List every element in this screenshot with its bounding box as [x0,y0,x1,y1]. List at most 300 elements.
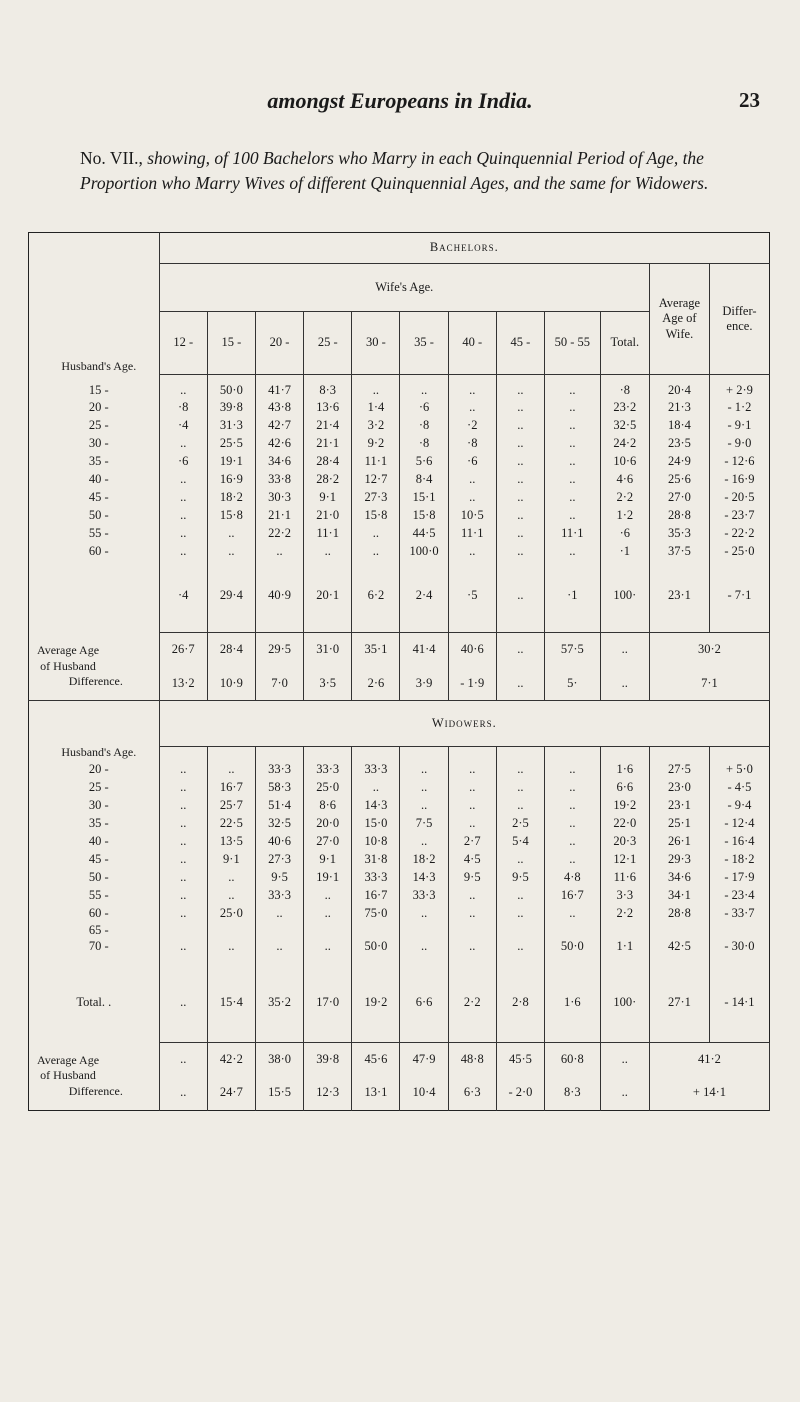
data-cell: .. [448,489,496,507]
data-cell: - 4·5 [727,779,752,794]
avg-age-cell: 57·5 [545,633,601,667]
spacer-cell [545,1020,601,1042]
table-row [29,956,770,986]
data-cell: 42·6 [255,435,303,453]
data-cell: .. [448,761,496,779]
data-cell: .. [496,375,544,399]
total-cell: ·5 [448,581,496,611]
table-caption [80,146,748,196]
data-cell: - 1·2 [727,399,752,414]
data-cell: ·2 [448,417,496,435]
data-cell: .. [159,905,207,923]
total-cell: 17·0 [304,986,352,1020]
data-cell: 18·2 [400,851,448,869]
data-cell: - 12·6 [724,453,755,468]
difference-text: Difference. [68,1083,123,1098]
husband-age: 70 - [29,938,160,956]
data-cell: ·4 [159,417,207,435]
data-cell: ·6 [159,453,207,471]
data-cell: .. [400,779,448,797]
table-row [29,797,770,815]
data-cell: 13·6 [304,399,352,417]
table-row [29,471,770,489]
table-row [29,435,770,453]
spacer-cell [600,747,649,761]
data-cell: - 9·1 [727,417,752,432]
spacer-cell [545,956,601,986]
data-cell: - 30·0 [724,939,755,954]
data-cell: 33·3 [255,761,303,779]
difference-cell: 10·9 [207,667,255,701]
difference-cell: 8·3 [545,1076,601,1110]
avg-age-cell: 48·8 [448,1042,496,1076]
data-cell: ·6 [600,525,649,543]
table-row [29,779,770,797]
spacer-cell [207,561,255,581]
data-cell: 39·8 [207,399,255,417]
data-cell: .. [448,887,496,905]
total-cell: 35·2 [255,986,303,1020]
average-age-label [29,633,160,701]
husband-age: 50 - [29,507,160,525]
data-cell: .. [496,489,544,507]
data-cell: .. [545,375,601,399]
data-cell: 37·5 [649,543,709,561]
husband-age: 65 - [29,923,160,939]
spacer-cell [649,561,709,581]
data-cell: 9·1 [207,851,255,869]
husband-age: 55 - [29,887,160,905]
spacer-cell [352,1020,400,1042]
avg-age-cell: 26·7 [159,633,207,667]
data-cell [709,923,769,939]
data-cell: 23·0 [649,779,709,797]
avg-age-cell: 28·4 [207,633,255,667]
data-cell: 24·2 [600,435,649,453]
spacer-cell [496,956,544,986]
data-cell: .. [545,507,601,525]
spacer-cell [159,561,207,581]
data-cell: 5·6 [400,453,448,471]
data-cell: .. [448,375,496,399]
data-cell: 27·5 [649,761,709,779]
data-cell: .. [545,851,601,869]
data-cell: 34·1 [649,887,709,905]
data-cell: .. [400,833,448,851]
difference-cell: 3·9 [400,667,448,701]
data-cell: - 23·7 [724,507,755,522]
data-cell: 29·3 [649,851,709,869]
data-cell: .. [159,851,207,869]
avg-age-cell: 42·2 [207,1042,255,1076]
data-cell: .. [207,543,255,561]
data-cell: 9·5 [496,869,544,887]
data-cell: .. [496,399,544,417]
data-cell: .. [448,471,496,489]
data-cell: .. [159,938,207,956]
data-cell: 22·2 [255,525,303,543]
data-cell: 32·5 [600,417,649,435]
data-cell: 7·5 [400,815,448,833]
data-cell: 40·6 [255,833,303,851]
data-cell: .. [448,543,496,561]
table-row [29,701,770,747]
spacer-cell [709,956,769,986]
spacer-cell [600,561,649,581]
avg-age-cell: 39·8 [304,1042,352,1076]
data-cell: 2·7 [448,833,496,851]
data-cell: 16·7 [545,887,601,905]
total-cell: - 7·1 [727,587,752,602]
data-cell: .. [448,779,496,797]
data-cell: .. [496,905,544,923]
data-cell: ·8 [159,399,207,417]
total-cell: .. [159,986,207,1020]
spacer-cell [600,611,649,633]
data-cell: .. [159,489,207,507]
data-cell: .. [448,399,496,417]
col-difference: Differ-ence. [709,264,769,375]
avg-age-cell: 30·2 [649,633,769,667]
spacer-cell [255,561,303,581]
data-cell: .. [207,887,255,905]
caption-text: showing, of 100 Bachelors who Marry in each Quinquennial Period of Age, the Proportion who Marry Wives of different Quinquennial Ages, and the same for Widowers. [80,148,709,193]
data-cell: - 9·4 [727,797,752,812]
spacer-cell [496,747,544,761]
data-cell: 11·1 [352,453,400,471]
spacer-cell [304,747,352,761]
total-cell: 100· [600,986,649,1020]
data-cell: 23·2 [600,399,649,417]
col-header: 45 - [496,312,544,375]
data-cell: 2·2 [600,905,649,923]
average-age-text: Average Age of Husband [36,643,100,673]
difference-cell: 6·3 [448,1076,496,1110]
total-cell: 15·4 [207,986,255,1020]
data-cell: 12·1 [600,851,649,869]
avg-age-cell: 35·1 [352,633,400,667]
spacer-cell [600,956,649,986]
difference-cell: 7·1 [649,667,769,701]
data-cell: - 18·2 [724,851,755,866]
table-row [29,815,770,833]
data-cell [159,923,207,939]
data-cell: 13·5 [207,833,255,851]
data-cell: - 16·9 [724,471,755,486]
data-cell: .. [352,525,400,543]
data-cell: ·8 [400,435,448,453]
data-cell: .. [400,905,448,923]
data-cell: ·6 [400,399,448,417]
data-cell: 4·8 [545,869,601,887]
total-cell: 100· [600,581,649,611]
table-row [29,507,770,525]
data-cell: .. [496,471,544,489]
data-cell: 8·4 [400,471,448,489]
data-cell [649,923,709,939]
avg-age-cell: 47·9 [400,1042,448,1076]
data-cell: 2·5 [496,815,544,833]
data-cell: .. [255,938,303,956]
husband-age: 30 - [29,435,160,453]
spacer-cell [709,1020,769,1042]
data-cell: .. [545,489,601,507]
data-cell: 28·8 [649,905,709,923]
data-cell: .. [352,779,400,797]
data-cell: 15·8 [207,507,255,525]
data-cell [255,923,303,939]
spacer-cell [545,611,601,633]
data-cell: 14·3 [352,797,400,815]
total-cell: 2·4 [400,581,448,611]
col-header: 25 - [304,312,352,375]
avg-age-cell: .. [496,633,544,667]
data-cell: 15·0 [352,815,400,833]
data-cell: 27·3 [352,489,400,507]
data-cell: 27·0 [649,489,709,507]
data-cell: 10·8 [352,833,400,851]
data-cell: .. [159,887,207,905]
data-cell: 30·3 [255,489,303,507]
spacer-cell [159,956,207,986]
data-cell: 10·5 [448,507,496,525]
data-cell: 3·2 [352,417,400,435]
data-cell [400,923,448,939]
data-cell: .. [545,453,601,471]
table-row [29,399,770,417]
data-cell: 28·2 [304,471,352,489]
data-cell: .. [545,779,601,797]
spacer-cell [255,1020,303,1042]
total-cell: .. [496,581,544,611]
data-cell: ·6 [448,453,496,471]
difference-cell: - 2·0 [496,1076,544,1110]
spacer-cell [352,747,400,761]
spacer-cell [159,747,207,761]
difference-cell: + 14·1 [649,1076,769,1110]
table-row [29,633,770,667]
avg-age-cell: 29·5 [255,633,303,667]
difference-cell: .. [159,1076,207,1110]
husband-age: 20 - [29,399,160,417]
spacer-cell [159,611,207,633]
husbands-age-label: Husband's Age. [29,264,160,375]
data-cell: 9·1 [304,851,352,869]
data-cell: 19·2 [600,797,649,815]
data-cell: .. [207,761,255,779]
difference-cell: - 1·9 [448,667,496,701]
spacer-cell [255,747,303,761]
data-cell: 16·7 [207,779,255,797]
data-cell: 33·3 [304,761,352,779]
data-cell: .. [159,507,207,525]
data-cell: .. [159,543,207,561]
data-cell: 21·1 [255,507,303,525]
data-cell: .. [545,815,601,833]
husband-age: 55 - [29,525,160,543]
spacer-cell [649,956,709,986]
data-cell: 1·2 [600,507,649,525]
data-cell: 15·8 [400,507,448,525]
data-cell: .. [545,435,601,453]
data-cell: .. [159,471,207,489]
spacer-cell [304,1020,352,1042]
difference-cell: 12·3 [304,1076,352,1110]
spacer-cell [709,747,769,761]
data-cell: 27·0 [304,833,352,851]
spacer-cell [400,956,448,986]
data-cell: 51·4 [255,797,303,815]
difference-cell: 13·2 [159,667,207,701]
spacer-cell [304,561,352,581]
data-cell: 26·1 [649,833,709,851]
data-cell: 15·1 [400,489,448,507]
col-header: 12 - [159,312,207,375]
spacer-cell [545,747,601,761]
table-row [29,869,770,887]
total-cell: ·4 [159,581,207,611]
data-cell: .. [496,453,544,471]
data-cell: .. [496,507,544,525]
data-cell: 9·5 [448,869,496,887]
data-cell: 25·1 [649,815,709,833]
spacer-cell [600,1020,649,1042]
husband-age: 25 - [29,417,160,435]
spacer-cell [352,611,400,633]
data-cell: .. [496,851,544,869]
data-cell: 25·0 [304,779,352,797]
difference-cell: 13·1 [352,1076,400,1110]
data-cell: 58·3 [255,779,303,797]
table-row [29,561,770,581]
data-cell: 16·9 [207,471,255,489]
spacer-cell [207,1020,255,1042]
avg-age-cell: 40·6 [448,633,496,667]
running-title: amongst Europeans in India. [267,88,533,113]
data-cell: .. [496,417,544,435]
data-cell: 33·3 [352,869,400,887]
data-cell: 4·6 [600,471,649,489]
data-cell: 21·1 [304,435,352,453]
data-cell: 25·5 [207,435,255,453]
data-cell: .. [545,761,601,779]
data-cell: 31·8 [352,851,400,869]
data-cell: .. [545,471,601,489]
husband-age: 25 - [29,779,160,797]
data-cell: 50·0 [352,938,400,956]
spacer-cell [649,747,709,761]
data-cell: .. [448,815,496,833]
stub-blank [29,233,160,264]
data-cell: .. [159,435,207,453]
data-cell: 21·3 [649,399,709,417]
spacer-cell [709,561,769,581]
data-cell: .. [304,938,352,956]
difference-cell: 3·5 [304,667,352,701]
data-cell: .. [159,797,207,815]
page-number: 23 [739,88,760,112]
data-cell: ·8 [400,417,448,435]
spacer-cell [448,956,496,986]
data-cell: .. [448,905,496,923]
avg-age-cell: 45·5 [496,1042,544,1076]
total-cell: 6·2 [352,581,400,611]
spacer-cell [352,561,400,581]
data-cell: .. [448,797,496,815]
data-cell: 4·5 [448,851,496,869]
data-cell: - 20·5 [724,489,755,504]
data-cell: .. [304,543,352,561]
spacer-cell [255,611,303,633]
data-cell: 16·7 [352,887,400,905]
data-cell: 27·3 [255,851,303,869]
data-cell: .. [496,938,544,956]
data-cell: .. [545,905,601,923]
wifes-age-label: Wife's Age. [159,264,649,312]
data-cell: .. [159,779,207,797]
data-cell: 32·5 [255,815,303,833]
total-cell: 2·8 [496,986,544,1020]
total-cell: 29·4 [207,581,255,611]
table-row [29,525,770,543]
data-cell: .. [255,543,303,561]
avg-age-cell: 31·0 [304,633,352,667]
data-cell [304,923,352,939]
husband-age: 40 - [29,833,160,851]
spacer-cell [496,561,544,581]
data-cell: .. [400,797,448,815]
data-cell [545,923,601,939]
data-cell: 25·7 [207,797,255,815]
data-cell: .. [207,525,255,543]
avg-age-cell: 41·4 [400,633,448,667]
data-cell: 20·4 [649,375,709,399]
data-cell: .. [448,938,496,956]
data-cell: 11·1 [304,525,352,543]
spacer-cell [207,747,255,761]
data-cell: 75·0 [352,905,400,923]
data-cell: .. [496,797,544,815]
data-cell: 18·2 [207,489,255,507]
data-cell: 21·0 [304,507,352,525]
husband-age: 60 - [29,543,160,561]
col-header: 50 - 55 [545,312,601,375]
col-header: Total. [600,312,649,375]
spacer-cell [545,561,601,581]
data-cell: 33·3 [352,761,400,779]
data-cell: .. [496,543,544,561]
data-cell: 21·4 [304,417,352,435]
table-row [29,833,770,851]
data-cell: .. [159,761,207,779]
husband-age: 35 - [29,453,160,471]
data-cell: 50·0 [207,375,255,399]
data-cell: 34·6 [649,869,709,887]
running-header [0,88,800,118]
husband-age: 45 - [29,851,160,869]
data-cell: 44·5 [400,525,448,543]
data-cell: 5·4 [496,833,544,851]
difference-cell: .. [600,667,649,701]
total-cell: - 14·1 [724,995,755,1010]
table-row [29,233,770,264]
spacer-cell [448,1020,496,1042]
table-row [29,905,770,923]
total-cell: 19·2 [352,986,400,1020]
total-cell: ·1 [545,581,601,611]
husband-age: 50 - [29,869,160,887]
total-cell: 2·2 [448,986,496,1020]
